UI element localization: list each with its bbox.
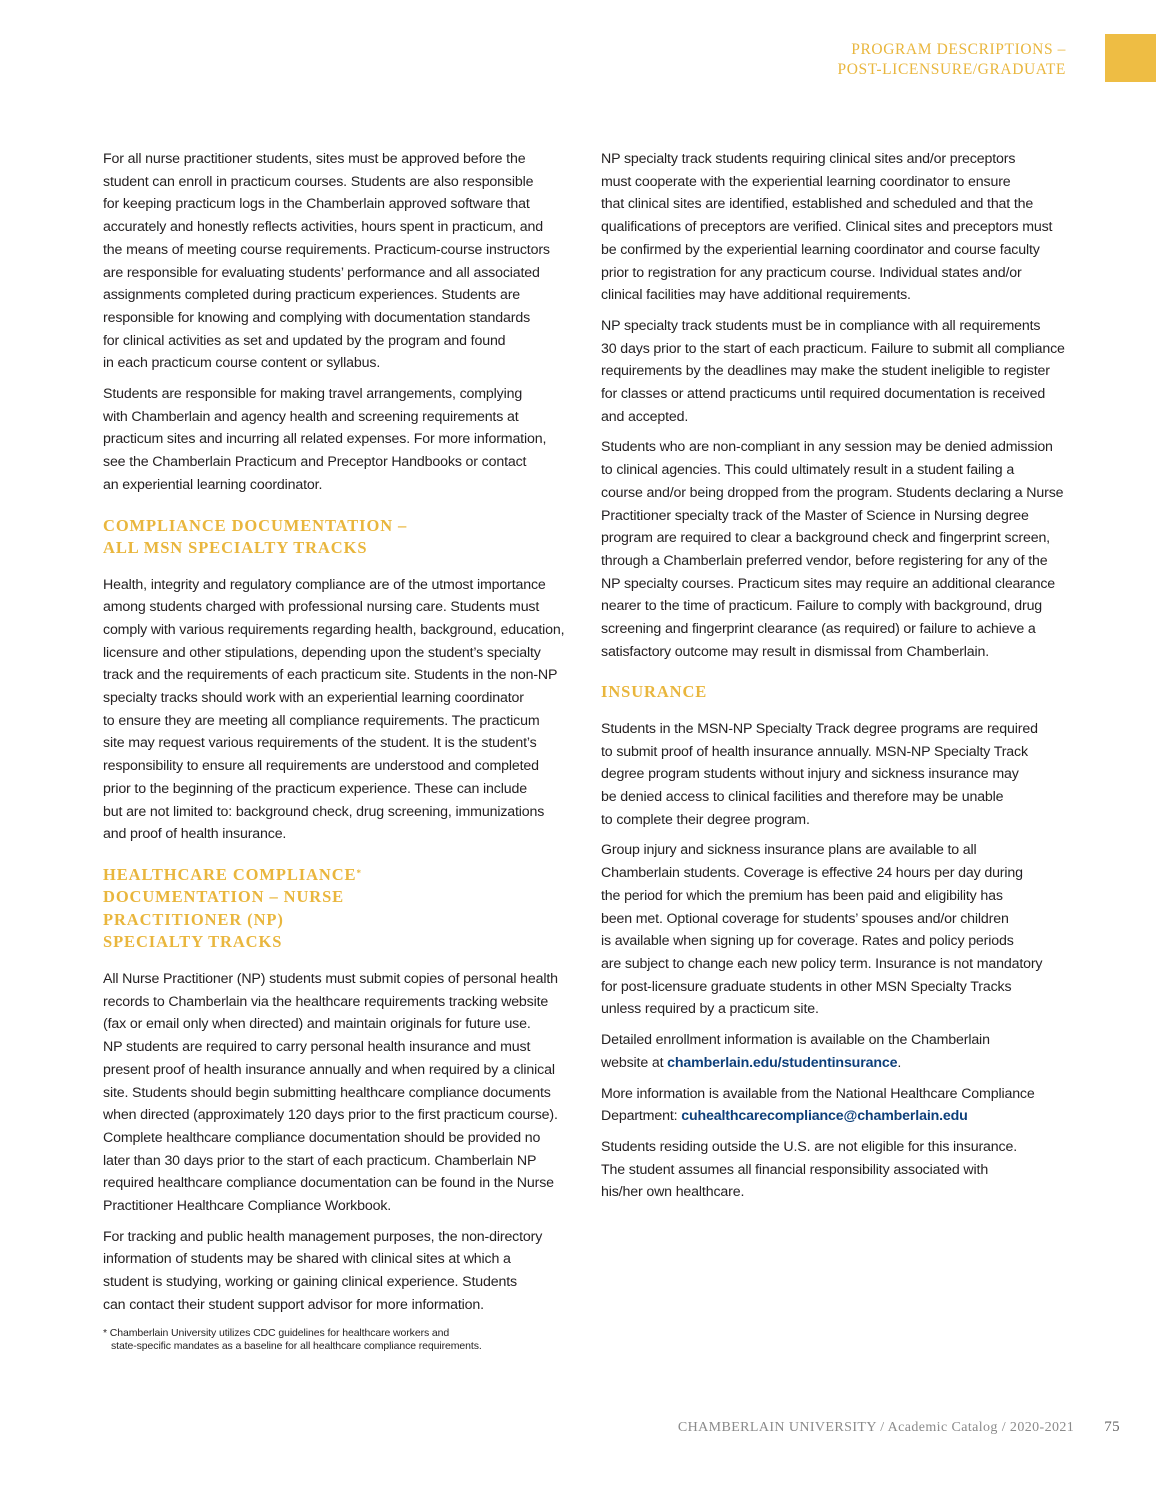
text-line: the period for which the premium has been paid and eligibility has [601, 887, 1003, 904]
text-line: can contact their student support advisor for more information. [103, 1296, 484, 1313]
text-line: NP specialty courses. Practicum sites may require an additional clearance [601, 575, 1056, 592]
section-heading [103, 864, 571, 954]
heading-line: PRACTITIONER (NP) [103, 909, 284, 929]
text-line: degree program students without injury and sickness insurance may [601, 766, 1019, 783]
paragraph [103, 383, 571, 497]
running-header [566, 40, 1066, 80]
text-line: All Nurse Practitioner (NP) students must submit copies of personal health [103, 970, 558, 987]
text-line: Practitioner Healthcare Compliance Workbook. [103, 1198, 392, 1215]
text-line: be confirmed by the experiential learning coordinator and course faculty [601, 241, 1040, 258]
paragraph [601, 148, 1063, 307]
footnote-line: state-specific mandates as a baseline for all healthcare compliance requirements. [111, 1340, 482, 1353]
left-column [103, 148, 571, 1354]
text-line: unless required by a practicum site. [601, 1001, 819, 1018]
text-line: Students residing outside the U.S. are not eligible for this insurance. [601, 1138, 1018, 1155]
text-line: to ensure they are meeting all compliance requirements. The practicum [103, 712, 540, 729]
text-line: (fax or email only when directed) and maintain originals for future use. [103, 1016, 531, 1033]
section-heading [103, 515, 571, 560]
text-line: his/her own healthcare. [601, 1184, 745, 1201]
text-line: present proof of health insurance annually and when required by a clinical [103, 1061, 555, 1078]
text-line: Complete healthcare compliance documentation should be provided no [103, 1129, 541, 1146]
text-line: ALL MSN SPECIALTY TRACKS [103, 538, 368, 558]
text-line: been met. Optional coverage for students’ spouses and/or children [601, 910, 1009, 927]
text-line: must cooperate with the experiential learning coordinator to ensure [601, 173, 1011, 190]
text-line: screening and fingerprint clearance (as required) or failure to achieve a [601, 621, 1036, 638]
text-line: for post-licensure graduate students in other MSN Specialty Tracks [601, 978, 1012, 995]
paragraph [601, 436, 1063, 663]
text-line: when directed (approximately 120 days prior to the first practicum course). [103, 1107, 558, 1124]
text-line: an experiential learning coordinator. [103, 476, 323, 493]
paragraph [103, 574, 571, 846]
text-line: COMPLIANCE DOCUMENTATION – [103, 515, 408, 535]
text-line: records to Chamberlain via the healthcare requirements tracking website [103, 993, 549, 1010]
text-line: to submit proof of health insurance annually. MSN-NP Specialty Track [601, 743, 1028, 760]
section-heading-insurance: INSURANCE [601, 682, 708, 702]
text-line: information of students may be shared with clinical sites at which a [103, 1251, 511, 1268]
paragraph [601, 1083, 1063, 1128]
text-line: NP specialty track students requiring clinical sites and/or preceptors [601, 151, 1016, 167]
text-line: among students charged with professional nursing care. Students must [103, 599, 540, 616]
text-line: practicum sites and incurring all related expenses. For more information, [103, 431, 547, 448]
text-line: qualifications of preceptors are verified. Clinical sites and preceptors must [601, 219, 1053, 236]
text-line: clinical facilities may have additional requirements. [601, 287, 911, 304]
text-line: satisfactory outcome may result in dismissal from Chamberlain. [601, 643, 990, 660]
text-line: responsible for knowing and complying with documentation standards [103, 309, 531, 326]
text-line: student is studying, working or gaining clinical experience. Students [103, 1274, 517, 1291]
text-line: later than 30 days prior to the start of each practicum. Chamberlain NP [103, 1152, 537, 1169]
text-line: NP students are required to carry personal health insurance and must [103, 1039, 531, 1056]
text-line: are subject to change each new policy term. Insurance is not mandatory [601, 956, 1043, 972]
text-line: to complete their degree program. [601, 811, 810, 828]
paragraph [103, 1226, 571, 1317]
footnote [103, 1327, 571, 1354]
text-line: Students who are non-compliant in any session may be denied admission [601, 439, 1053, 456]
text-line: that clinical sites are identified, established and scheduled and that the [601, 196, 1034, 213]
paragraph [103, 968, 571, 1218]
text-line: licensure and other stipulations, depending upon the student’s specialty [103, 644, 541, 661]
heading-line: DOCUMENTATION – NURSE [103, 887, 345, 907]
text-line: prior to the beginning of the practicum experience. These can include [103, 780, 527, 797]
footnote-marker: * [356, 867, 362, 878]
text-line: be denied access to clinical facilities and therefore may be unable [601, 789, 1004, 806]
footer-title: CHAMBERLAIN UNIVERSITY / Academic Catalog / 2020-2021 [677, 1420, 1075, 1435]
text-line: and accepted. [601, 408, 689, 425]
text-line: nearer to the time of practicum. Failure to comply with background, drug [601, 598, 1043, 615]
paragraph [601, 1136, 1063, 1204]
text-line: for keeping practicum logs in the Chamberlain approved software that [103, 196, 530, 213]
text-line: Chamberlain students. Coverage is effective 24 hours per day during [601, 865, 1023, 882]
page-footer [678, 1419, 1120, 1436]
paragraph [601, 315, 1063, 429]
text-line: Group injury and sickness insurance plans are available to all [601, 842, 977, 859]
paragraph [601, 718, 1063, 832]
text-line: For tracking and public health management purposes, the non-directory [103, 1228, 543, 1245]
text-line: NP specialty track students must be in compliance with all requirements [601, 317, 1041, 334]
text-line: site. Students should begin submitting healthcare compliance documents [103, 1084, 551, 1101]
text-line: 30 days prior to the start of each practicum. Failure to submit all compliance [601, 340, 1065, 357]
compliance-email-link[interactable]: cuhealthcarecompliance@chamberlain.edu [681, 1108, 968, 1125]
text-line: to clinical agencies. This could ultimately result in a student failing a [601, 462, 1015, 479]
text-fragment: . [897, 1054, 902, 1071]
text-line: comply with various requirements regarding health, background, education, [103, 621, 565, 638]
text-line: are responsible for evaluating students’ performance and all associated [103, 264, 540, 281]
text-line: Health, integrity and regulatory compliance are of the utmost importance [103, 576, 546, 593]
text-line: student can enroll in practicum courses. Students are also responsible [103, 173, 534, 190]
paragraph [103, 148, 571, 375]
text-line: For all nurse practitioner students, sites must be approved before the [103, 151, 526, 167]
text-fragment: website at [601, 1054, 668, 1071]
page-number: 75 [1104, 1419, 1120, 1435]
running-header-line: POST-LICENSURE/GRADUATE [837, 61, 1066, 78]
text-line: site may request various requirements of the student. It is the student’s [103, 735, 537, 752]
student-insurance-link[interactable]: chamberlain.edu/studentinsurance [667, 1054, 898, 1071]
text-line: for classes or attend practicums until required documentation is received [601, 386, 1046, 403]
text-line: assignments completed during practicum experiences. Students are [103, 287, 521, 304]
footnote-line: * Chamberlain University utilizes CDC guidelines for healthcare workers and [103, 1326, 450, 1339]
text-line: Practitioner specialty track of the Master of Science in Nursing degree [601, 507, 1029, 524]
paragraph [601, 839, 1063, 1021]
text-line: with Chamberlain and agency health and screening requirements at [103, 408, 519, 425]
text-line: More information is available from the National Healthcare Compliance [601, 1085, 1035, 1102]
text-line: Students in the MSN-NP Specialty Track degree programs are required [601, 720, 1038, 737]
text-line: responsibility to ensure all requirements are understood and completed [103, 758, 539, 775]
text-line: see the Chamberlain Practicum and Preceptor Handbooks or contact [103, 454, 527, 471]
text-line: track and the requirements of each practicum site. Students in the non-NP [103, 667, 558, 684]
text-line: prior to registration for any practicum course. Individual states and/or [601, 264, 1022, 281]
heading-line: SPECIALTY TRACKS [103, 932, 283, 952]
text-line: but are not limited to: background check, drug screening, immunizations [103, 803, 545, 820]
text-line: course and/or being dropped from the program. Students declaring a Nurse [601, 484, 1064, 501]
text-line: Detailed enrollment information is available on the Chamberlain [601, 1032, 990, 1049]
paragraph [601, 1029, 1063, 1074]
text-line: specialty tracks should work with an experiential learning coordinator [103, 690, 524, 707]
running-header-line: PROGRAM DESCRIPTIONS – [851, 41, 1066, 58]
text-line: and proof of health insurance. [103, 826, 287, 843]
text-line: for clinical activities as set and updated by the program and found [103, 332, 506, 349]
section-tab-marker [1105, 34, 1156, 82]
text-line: accurately and honestly reflects activities, hours spent in practicum, and [103, 219, 543, 236]
text-line: is available when signing up for coverage. Rates and policy periods [601, 933, 1014, 950]
text-line: required healthcare compliance documentation can be found in the Nurse [103, 1175, 554, 1192]
right-column [601, 148, 1063, 1212]
text-line: requirements by the deadlines may make the student ineligible to register [601, 363, 1050, 380]
text-line: program are required to clear a background check and fingerprint screen, [601, 530, 1050, 547]
text-line: in each practicum course content or syllabus. [103, 355, 381, 372]
heading-line: HEALTHCARE COMPLIANCE [103, 864, 357, 884]
text-line: The student assumes all financial responsibility associated with [601, 1161, 989, 1178]
text-line: through a Chamberlain preferred vendor, before registering for any of the [601, 552, 1048, 569]
text-fragment: Department: [601, 1108, 682, 1125]
text-line: the means of meeting course requirements. Practicum-course instructors [103, 241, 550, 258]
text-line: Students are responsible for making travel arrangements, complying [103, 386, 523, 403]
